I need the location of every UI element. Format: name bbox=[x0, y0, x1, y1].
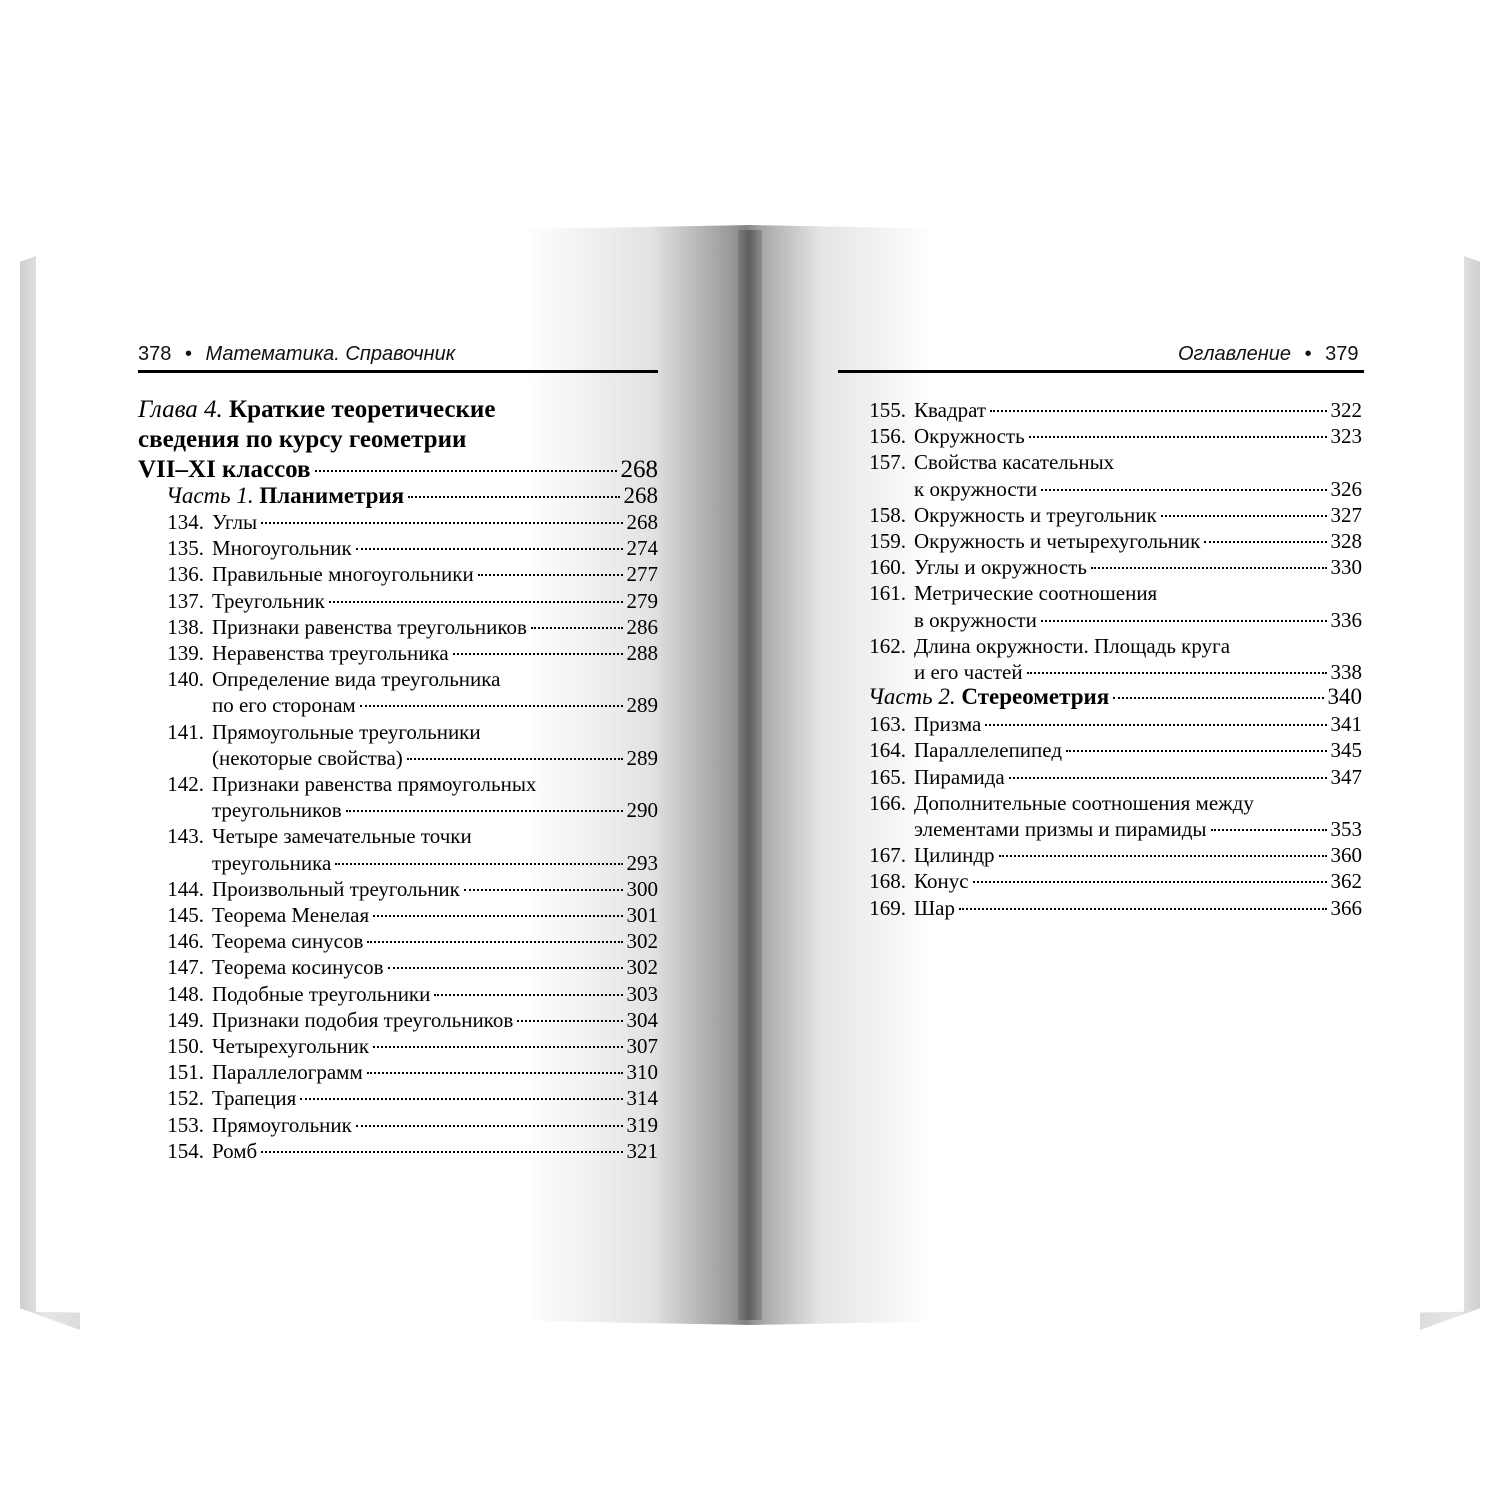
entry-page: 310 bbox=[626, 1060, 658, 1085]
dot-leader bbox=[329, 601, 623, 603]
entry-number: 159. bbox=[869, 529, 906, 553]
toc-entry[interactable] bbox=[138, 640, 658, 666]
part2-label: Часть 2. bbox=[868, 684, 956, 710]
dot-leader bbox=[478, 574, 623, 576]
entry-number: 139. bbox=[167, 641, 204, 665]
entry-number: 146. bbox=[167, 929, 204, 954]
left-running-title: Математика. Справочник bbox=[205, 343, 456, 365]
entry-title-continued: треугольников bbox=[212, 798, 342, 823]
dot-leader bbox=[434, 994, 622, 996]
dot-leader bbox=[315, 470, 617, 472]
part1-title: Планиметрия bbox=[259, 483, 405, 508]
toc-entry[interactable] bbox=[840, 554, 1362, 580]
toc-entry[interactable] bbox=[840, 397, 1362, 423]
entry-page: 362 bbox=[1330, 869, 1362, 894]
toc-entry[interactable] bbox=[840, 502, 1362, 528]
entry-title: Теорема косинусов bbox=[212, 955, 384, 980]
entry-page: 330 bbox=[1330, 555, 1362, 580]
entry-page: 321 bbox=[626, 1138, 658, 1163]
entry-title: Шар bbox=[914, 895, 956, 920]
entry-number: 169. bbox=[869, 895, 906, 920]
entry-page: 304 bbox=[626, 1007, 658, 1032]
dot-leader bbox=[1113, 697, 1323, 699]
toc-entry[interactable] bbox=[840, 868, 1362, 894]
entry-title: Ромб bbox=[212, 1138, 258, 1163]
entry-number: 151. bbox=[167, 1060, 204, 1085]
entry-page: 336 bbox=[1330, 607, 1362, 632]
toc-entry[interactable] bbox=[138, 954, 658, 980]
toc-entry[interactable] bbox=[840, 528, 1362, 554]
entry-number: 157. bbox=[869, 450, 906, 475]
toc-entry[interactable] bbox=[138, 1138, 658, 1164]
entry-title: Треугольник bbox=[212, 588, 325, 613]
entry-page: 326 bbox=[1330, 476, 1362, 501]
entry-page: 353 bbox=[1330, 817, 1362, 841]
entry-page: 323 bbox=[1330, 424, 1362, 449]
toc-entry[interactable] bbox=[138, 876, 658, 902]
dot-leader bbox=[1009, 777, 1327, 779]
entry-page: 274 bbox=[626, 536, 658, 561]
part1-page: 268 bbox=[623, 483, 658, 508]
entry-title: Углы bbox=[212, 510, 258, 534]
dot-leader bbox=[356, 1125, 623, 1127]
toc-entry[interactable] bbox=[840, 764, 1362, 790]
dot-leader bbox=[261, 1151, 622, 1153]
entry-page: 302 bbox=[626, 929, 658, 954]
dot-leader bbox=[1027, 672, 1327, 674]
toc-entry[interactable] bbox=[138, 588, 658, 614]
entry-number: 152. bbox=[167, 1086, 204, 1111]
dot-leader bbox=[1091, 567, 1327, 569]
toc-entry-continuation bbox=[138, 797, 658, 823]
dot-leader bbox=[1041, 620, 1327, 622]
dot-leader bbox=[367, 941, 622, 943]
dot-leader bbox=[1204, 541, 1326, 543]
toc-entry-continuation bbox=[840, 607, 1362, 633]
entry-number: 166. bbox=[869, 790, 906, 815]
dot-leader bbox=[517, 1020, 622, 1022]
chapter-title-line1: Краткие теоретические bbox=[229, 396, 496, 423]
entry-title-continued: треугольника bbox=[212, 850, 332, 875]
chapter-title-line2: сведения по курсу геометрии bbox=[138, 426, 467, 453]
dot-leader bbox=[373, 1046, 622, 1048]
entry-number: 160. bbox=[869, 555, 906, 580]
right-head-bullet: • bbox=[1304, 343, 1312, 365]
entry-number: 137. bbox=[167, 588, 204, 613]
dot-leader bbox=[1211, 829, 1327, 831]
entry-page: 327 bbox=[1330, 502, 1362, 527]
entry-number: 155. bbox=[869, 398, 906, 422]
dot-leader bbox=[1041, 489, 1326, 491]
dot-leader bbox=[1066, 750, 1326, 752]
entry-page: 302 bbox=[626, 955, 658, 980]
entry-page: 279 bbox=[626, 588, 658, 613]
right-page-number: 379 bbox=[1325, 343, 1359, 365]
entry-page: 286 bbox=[626, 614, 658, 639]
toc-entry[interactable] bbox=[840, 449, 1362, 475]
left-page-number: 378 bbox=[138, 343, 172, 365]
entry-title: Трапеция bbox=[212, 1086, 297, 1111]
entry-title: Признаки подобия треугольников bbox=[212, 1007, 514, 1032]
chapter-label: Глава 4. bbox=[138, 396, 223, 423]
entry-number: 148. bbox=[167, 981, 204, 1006]
entry-number: 144. bbox=[167, 876, 204, 901]
entry-title: Четыре замечательные точки bbox=[212, 824, 472, 849]
entry-page: 322 bbox=[1330, 398, 1362, 422]
toc-entry[interactable] bbox=[138, 666, 658, 692]
part1-heading[interactable] bbox=[138, 483, 658, 509]
part2-heading[interactable] bbox=[840, 684, 1362, 710]
entry-number: 145. bbox=[167, 903, 204, 927]
toc-entry[interactable] bbox=[840, 737, 1362, 763]
entry-title: Цилиндр bbox=[914, 843, 995, 868]
entry-title: Окружность и треугольник bbox=[914, 502, 1157, 527]
dot-leader bbox=[985, 724, 1326, 726]
entry-number: 162. bbox=[869, 633, 906, 658]
entry-title: Параллелограмм bbox=[212, 1060, 363, 1085]
entry-title: Квадрат bbox=[914, 398, 987, 422]
dot-leader bbox=[388, 967, 623, 969]
entry-page: 366 bbox=[1330, 895, 1362, 920]
entry-number: 153. bbox=[167, 1112, 204, 1137]
entry-page: 319 bbox=[626, 1112, 658, 1137]
entry-number: 165. bbox=[869, 764, 906, 789]
toc-entry[interactable] bbox=[840, 580, 1362, 606]
right-header-rule bbox=[838, 370, 1364, 373]
entry-page: 268 bbox=[626, 510, 658, 534]
toc-entry[interactable] bbox=[138, 614, 658, 640]
toc-entry[interactable] bbox=[840, 895, 1362, 921]
entry-page: 347 bbox=[1330, 764, 1362, 789]
toc-entry[interactable] bbox=[138, 771, 658, 797]
entry-page: 307 bbox=[626, 1034, 658, 1058]
toc-entry-continuation bbox=[840, 659, 1362, 685]
entry-number: 147. bbox=[167, 955, 204, 980]
toc-entry-continuation bbox=[138, 850, 658, 876]
chapter-heading-line1[interactable] bbox=[138, 395, 658, 425]
dot-leader bbox=[360, 705, 623, 707]
entry-number: 156. bbox=[869, 424, 906, 449]
dot-leader bbox=[335, 863, 622, 865]
right-running-head bbox=[1178, 343, 1359, 366]
toc-entry[interactable] bbox=[138, 509, 658, 535]
dot-leader bbox=[959, 908, 1326, 910]
entry-number: 167. bbox=[869, 843, 906, 868]
entry-title: Конус bbox=[914, 869, 969, 894]
toc-entry[interactable] bbox=[138, 928, 658, 954]
entry-page: 314 bbox=[626, 1086, 658, 1111]
toc-entry[interactable] bbox=[138, 1033, 658, 1059]
entry-page: 301 bbox=[626, 903, 658, 927]
entry-number: 135. bbox=[167, 536, 204, 561]
chapter-page: 268 bbox=[620, 456, 658, 483]
entry-page: 328 bbox=[1330, 529, 1362, 553]
entry-number: 154. bbox=[167, 1138, 204, 1163]
toc-entry[interactable] bbox=[138, 561, 658, 587]
dot-leader bbox=[408, 496, 619, 498]
entry-title-continued: (некоторые свойства) bbox=[212, 745, 403, 770]
entry-number: 150. bbox=[167, 1034, 204, 1058]
book-spine bbox=[738, 230, 762, 1320]
dot-leader bbox=[1161, 515, 1327, 517]
entry-page: 345 bbox=[1330, 738, 1362, 763]
toc-entry[interactable] bbox=[840, 842, 1362, 868]
entry-title: Неравенства треугольника bbox=[212, 641, 449, 665]
entry-title: Длина окружности. Площадь круга bbox=[914, 633, 1231, 658]
entry-title: Признаки равенства треугольников bbox=[212, 614, 527, 639]
entry-title: Метрические соотношения bbox=[914, 581, 1158, 606]
entry-title: Теорема Менелая bbox=[212, 903, 370, 927]
toc-entry[interactable] bbox=[138, 1112, 658, 1138]
entry-title: Признаки равенства прямоугольных bbox=[212, 772, 537, 796]
entry-page: 360 bbox=[1330, 843, 1362, 868]
entry-page: 289 bbox=[626, 745, 658, 770]
entry-page: 293 bbox=[626, 850, 658, 875]
entry-page: 277 bbox=[626, 562, 658, 587]
toc-entry[interactable] bbox=[840, 711, 1362, 737]
chapter-heading-line3 bbox=[138, 455, 658, 485]
dot-leader bbox=[346, 810, 623, 812]
entry-page: 338 bbox=[1330, 660, 1362, 684]
entry-title: Произвольный треугольник bbox=[212, 876, 460, 901]
right-running-title: Оглавление bbox=[1178, 343, 1292, 365]
left-header-rule bbox=[138, 370, 658, 373]
entry-number: 168. bbox=[869, 869, 906, 894]
entry-title-continued: и его частей bbox=[914, 660, 1023, 684]
toc-entry[interactable] bbox=[840, 633, 1362, 659]
entry-title-continued: по его сторонам bbox=[212, 693, 356, 718]
left-running-head bbox=[138, 343, 455, 366]
toc-entry[interactable] bbox=[840, 790, 1362, 816]
dot-leader bbox=[373, 915, 622, 917]
entry-title: Призма bbox=[914, 712, 982, 737]
toc-entry[interactable] bbox=[138, 1059, 658, 1085]
chapter-title-line3: VII–XI классов bbox=[138, 456, 311, 483]
dot-leader bbox=[356, 548, 623, 550]
toc-entry[interactable] bbox=[138, 719, 658, 745]
entry-title: Прямоугольные треугольники bbox=[212, 719, 481, 744]
entry-number: 149. bbox=[167, 1007, 204, 1032]
entry-title-continued: в окружности bbox=[914, 607, 1037, 632]
part1-label: Часть 1. bbox=[166, 483, 254, 508]
toc-entry-continuation bbox=[138, 745, 658, 771]
entry-number: 134. bbox=[167, 510, 204, 534]
entry-page: 300 bbox=[626, 876, 658, 901]
toc-entry-continuation bbox=[840, 816, 1362, 842]
toc-entry[interactable] bbox=[840, 423, 1362, 449]
entry-number: 164. bbox=[869, 738, 906, 763]
entry-number: 140. bbox=[167, 667, 204, 692]
entry-title: Параллелепипед bbox=[914, 738, 1063, 763]
entry-title: Правильные многоугольники bbox=[212, 562, 474, 587]
entry-title: Многоугольник bbox=[212, 536, 352, 561]
entry-title: Дополнительные соотношения между bbox=[914, 790, 1254, 815]
toc-entry-continuation bbox=[840, 476, 1362, 502]
entry-title: Определение вида треугольника bbox=[212, 667, 501, 692]
toc-entry[interactable] bbox=[138, 981, 658, 1007]
chapter-heading-line2 bbox=[138, 425, 658, 455]
dot-leader bbox=[367, 1072, 623, 1074]
toc-entry-continuation bbox=[138, 692, 658, 718]
part2-title: Стереометрия bbox=[961, 684, 1110, 710]
toc-entry[interactable] bbox=[138, 823, 658, 849]
dot-leader bbox=[973, 881, 1327, 883]
dot-leader bbox=[453, 653, 623, 655]
entry-number: 143. bbox=[167, 824, 204, 849]
entry-title: Окружность и четырехугольник bbox=[914, 529, 1201, 553]
entry-title: Прямоугольник bbox=[212, 1112, 352, 1137]
toc-entry[interactable] bbox=[138, 1085, 658, 1111]
entry-title: Окружность bbox=[914, 424, 1025, 449]
entry-page: 288 bbox=[626, 641, 658, 665]
entry-page: 303 bbox=[626, 981, 658, 1006]
dot-leader bbox=[464, 889, 623, 891]
entry-title: Подобные треугольники bbox=[212, 981, 431, 1006]
entry-title-continued: к окружности bbox=[914, 476, 1038, 501]
part2-page: 340 bbox=[1327, 684, 1362, 710]
dot-leader bbox=[1029, 436, 1327, 438]
toc-entry[interactable] bbox=[138, 535, 658, 561]
entry-number: 138. bbox=[167, 614, 204, 639]
toc-entry[interactable] bbox=[138, 1007, 658, 1033]
entry-page: 290 bbox=[626, 798, 658, 823]
dot-leader bbox=[300, 1098, 622, 1100]
entry-title: Углы и окружность bbox=[914, 555, 1087, 580]
entry-page: 341 bbox=[1330, 712, 1362, 737]
dot-leader bbox=[999, 855, 1327, 857]
left-head-bullet: • bbox=[184, 343, 192, 365]
entry-number: 161. bbox=[869, 581, 906, 606]
entry-number: 136. bbox=[167, 562, 204, 587]
toc-entry[interactable] bbox=[138, 902, 658, 928]
entry-title: Свойства касательных bbox=[914, 450, 1115, 475]
entry-number: 141. bbox=[167, 719, 204, 744]
entry-title: Пирамида bbox=[914, 764, 1005, 789]
entry-title: Теорема синусов bbox=[212, 929, 364, 954]
entry-number: 163. bbox=[869, 712, 906, 737]
dot-leader bbox=[531, 627, 623, 629]
dot-leader bbox=[261, 522, 622, 524]
dot-leader bbox=[407, 758, 623, 760]
entry-number: 142. bbox=[167, 772, 204, 796]
entry-number: 158. bbox=[869, 502, 906, 527]
dot-leader bbox=[990, 410, 1326, 412]
entry-title: Четырехугольник bbox=[212, 1034, 370, 1058]
entry-page: 289 bbox=[626, 693, 658, 718]
entry-title-continued: элементами призмы и пирамиды bbox=[914, 817, 1207, 841]
